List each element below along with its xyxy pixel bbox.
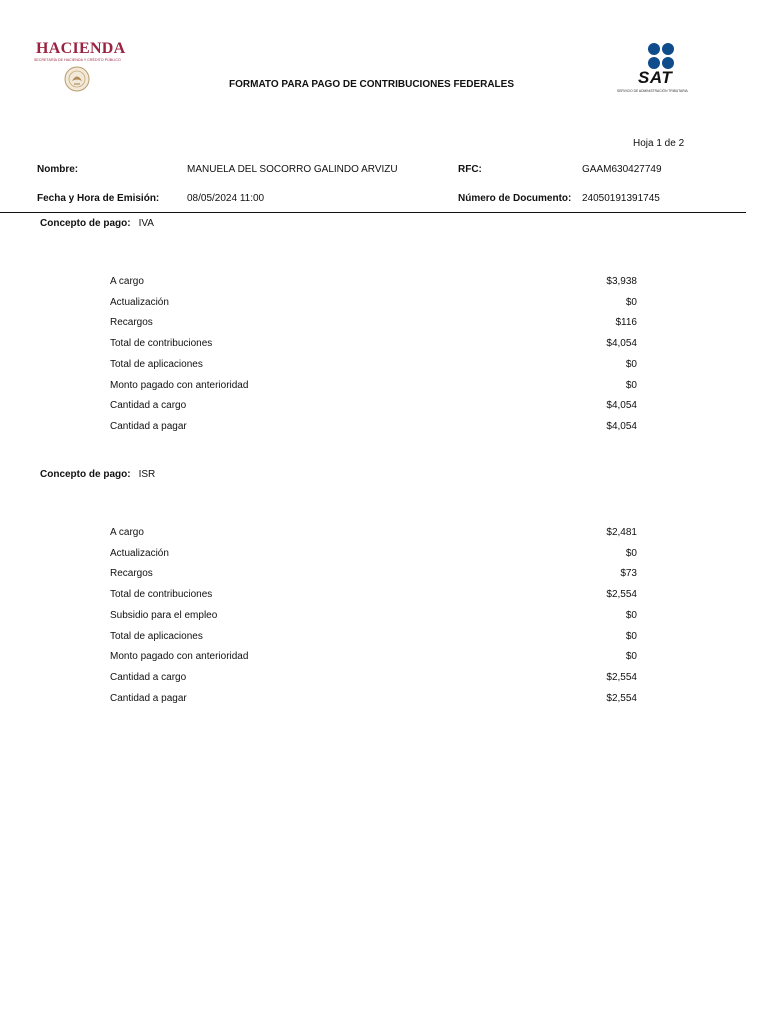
line-amount: $0 [625,631,637,642]
line-amount: $2,481 [606,527,637,538]
line-label: Total de aplicaciones [110,631,203,642]
line-label: Total de contribuciones [110,589,213,600]
document-title: FORMATO PARA PAGO DE CONTRIBUCIONES FEDERALES [229,79,515,90]
line-label: A cargo [110,276,144,287]
fecha-label: Fecha y Hora de Emisión: [37,193,160,204]
line-amount: $116 [615,317,637,328]
hacienda-logo-subtitle: SECRETARÍA DE HACIENDA Y CRÉDITO PÚBLICO [34,58,121,62]
line-amount: $4,054 [606,338,637,349]
nombre-value: MANUELA DEL SOCORRO GALINDO ARVIZU [187,164,398,175]
line-label: Recargos [110,568,153,579]
line-label: Subsidio para el empleo [110,610,218,621]
line-amount: $0 [625,359,637,370]
eagle-seal-icon [64,66,90,92]
rfc-value: GAAM630427749 [582,164,662,175]
line-label: Cantidad a pagar [110,421,187,432]
concepto-value: IVA [138,218,154,229]
line-label: Cantidad a cargo [110,672,187,683]
line-amount: $3,938 [606,276,637,287]
documento-value: 24050191391745 [582,193,660,204]
line-label: Total de aplicaciones [110,359,203,370]
line-label: Cantidad a pagar [110,693,187,704]
line-amount: $0 [625,610,637,621]
line-amount: $4,054 [606,400,637,411]
sat-logo [613,40,711,106]
line-amount: $4,054 [606,421,637,432]
line-label: A cargo [110,527,144,538]
line-label: Recargos [110,317,153,328]
hacienda-logo-text: HACIENDA [36,40,126,57]
line-amount: $0 [625,297,637,308]
line-amount: $73 [620,568,637,579]
line-label: Total de contribuciones [110,338,213,349]
fecha-value: 08/05/2024 11:00 [187,193,265,204]
line-amount: $0 [625,380,637,391]
line-amount: $2,554 [606,693,637,704]
sat-logo-subtitle: SERVICIO DE ADMINISTRACIÓN TRIBUTARIA [617,89,688,93]
line-label: Monto pagado con anterioridad [110,380,249,391]
line-amount: $2,554 [606,589,637,600]
concepto-isr [40,469,155,480]
hacienda-logo [28,38,128,92]
concepto-label: Concepto de pago: [40,218,131,229]
header-divider [0,212,746,213]
sat-logo-text: SAT [638,68,673,87]
sat-dots-icon [647,42,675,70]
page-indicator: Hoja 1 de 2 [633,138,685,149]
nombre-label: Nombre: [37,164,79,175]
line-amount: $0 [625,548,637,559]
line-label: Monto pagado con anterioridad [110,651,249,662]
concepto-iva [40,218,154,229]
concepto-label: Concepto de pago: [40,469,131,480]
rfc-label: RFC: [458,164,482,175]
line-label: Actualización [110,297,169,308]
line-amount: $2,554 [606,672,637,683]
documento-label: Número de Documento: [458,193,572,204]
line-amount: $0 [625,651,637,662]
concepto-value: ISR [138,469,156,480]
line-label: Actualización [110,548,169,559]
line-label: Cantidad a cargo [110,400,187,411]
